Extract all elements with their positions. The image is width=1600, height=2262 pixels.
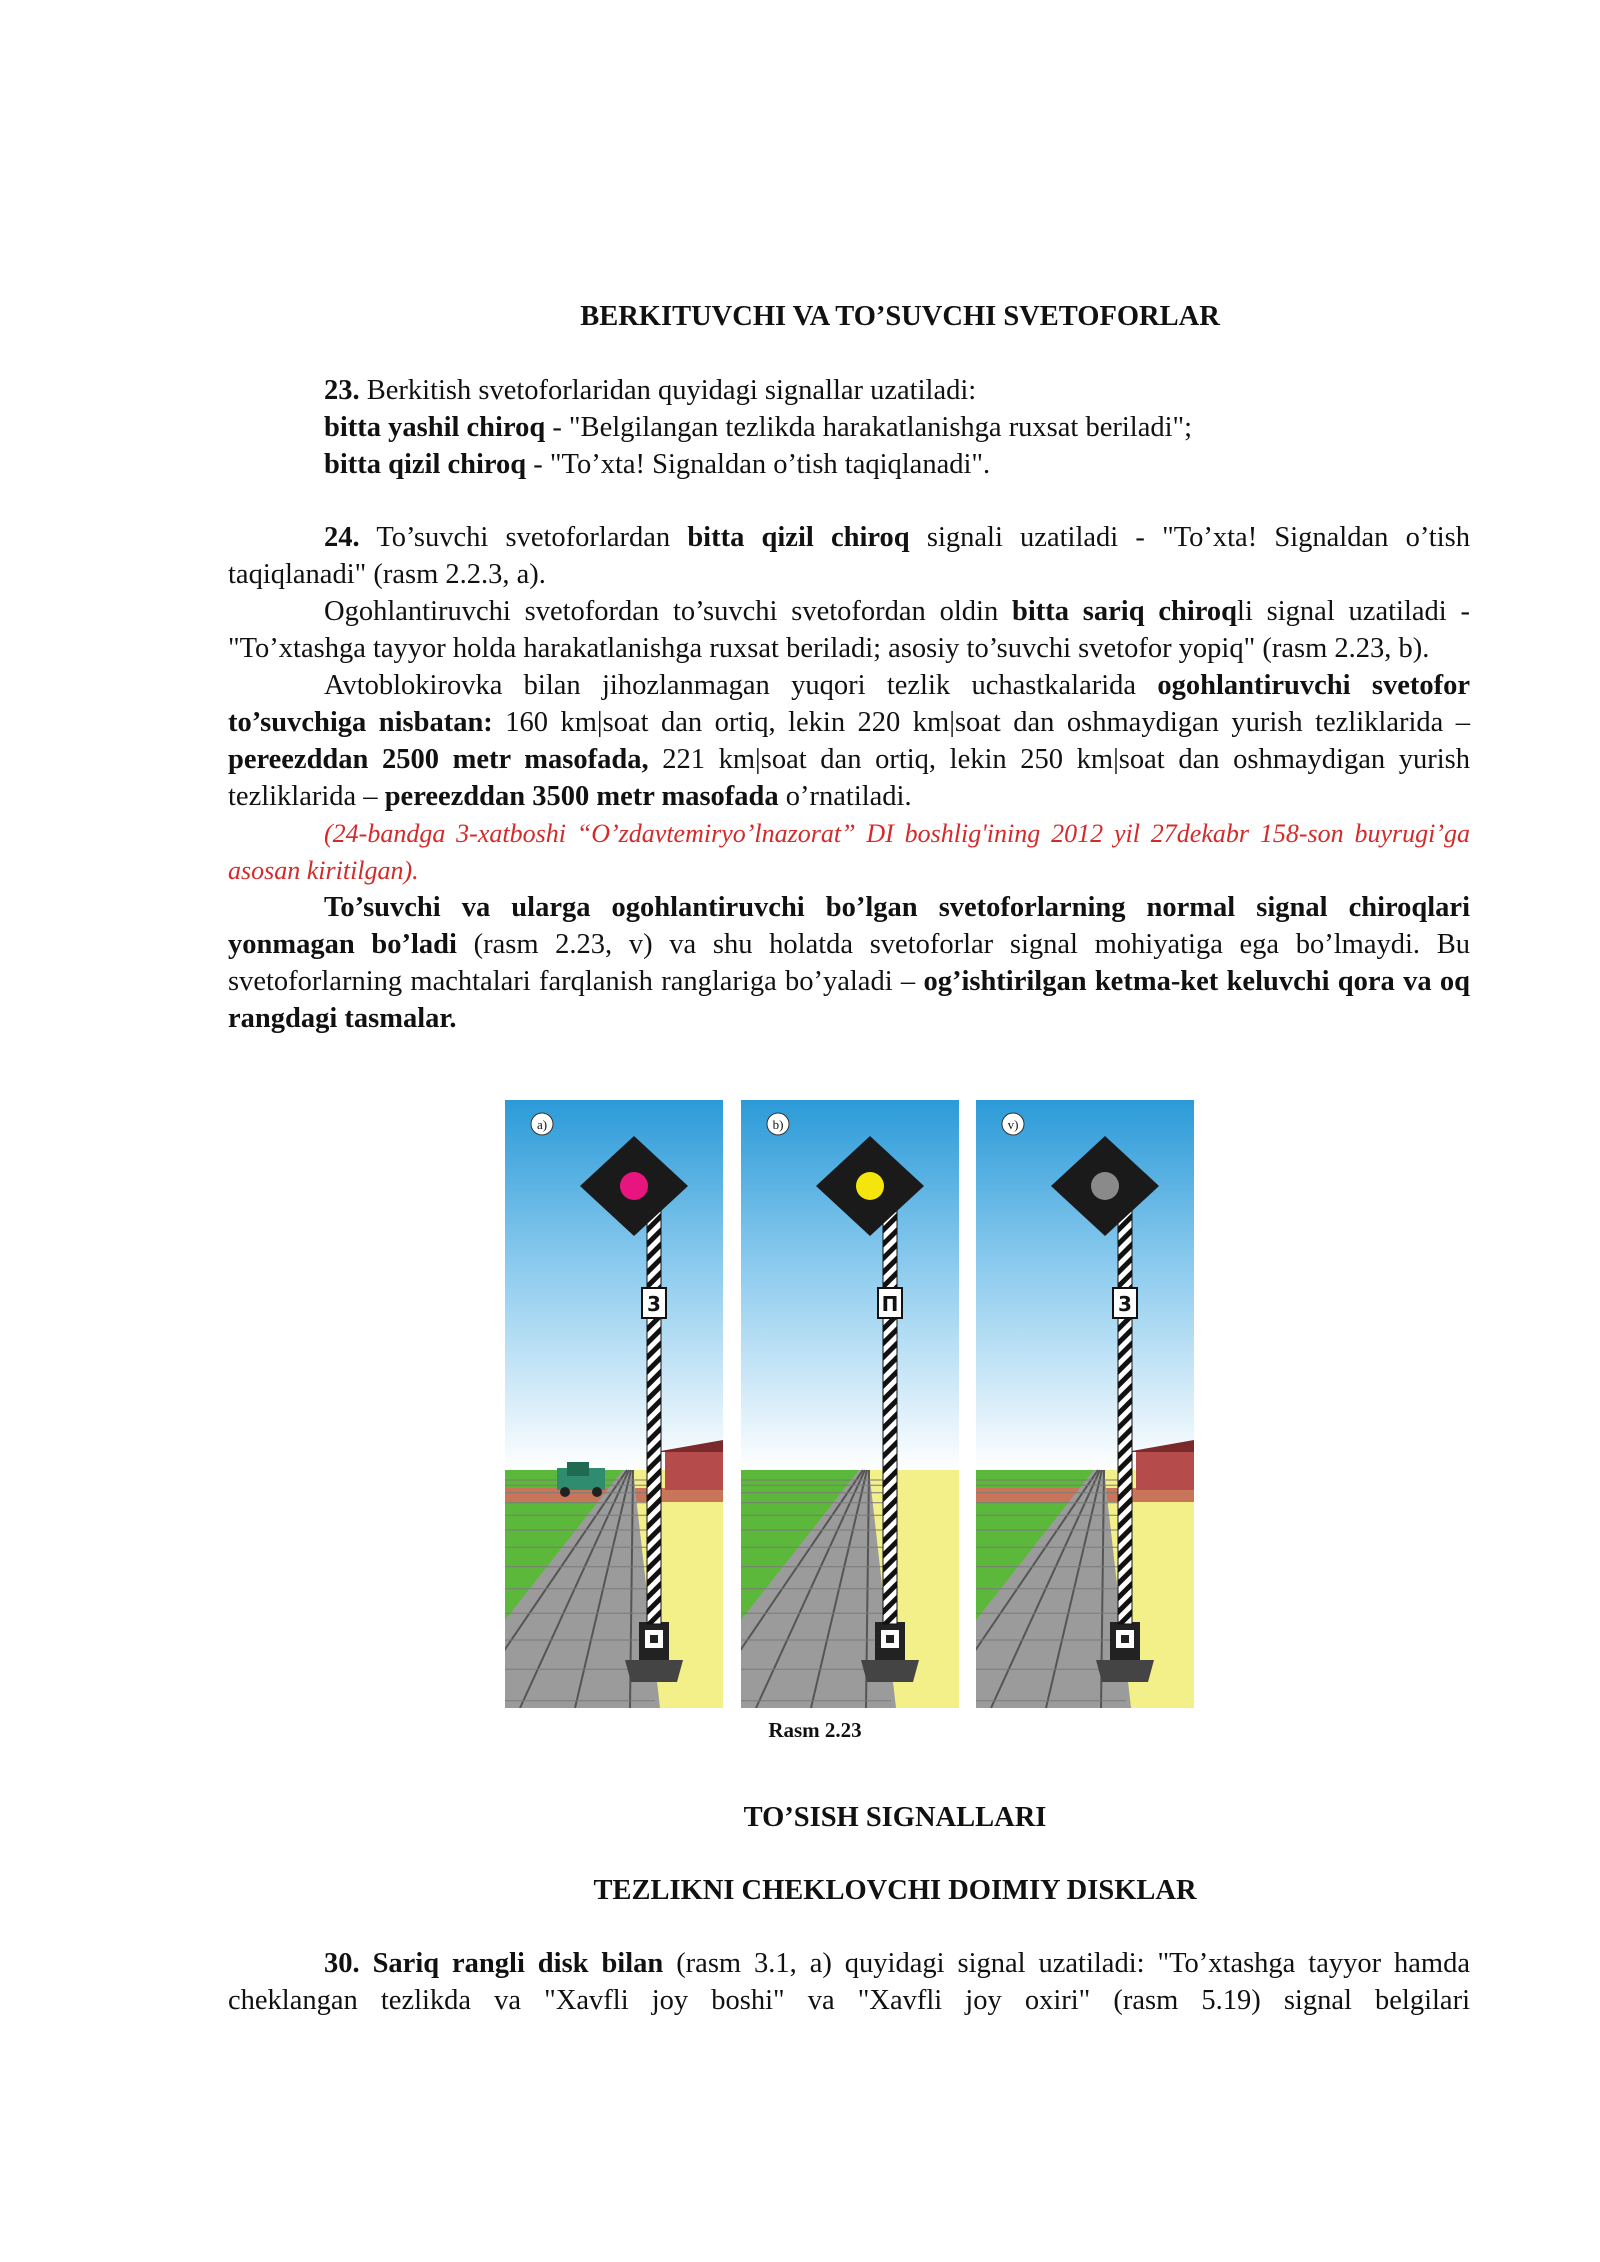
paragraph-text: (rasm 2.23, v) va shu holatda svetoforlar signal mohiyatiga ega bo’lmaydi. Bu svetoforlarning machtalari farqlanish ranglariga bo’yaladi – (228, 929, 1470, 997)
paragraph-number: 30. (324, 1948, 360, 1979)
paragraph-text: 221 km|soat dan ortiq, lekin 250 km|soat dan oshmaydigan yurish tezliklarida – (228, 744, 1470, 812)
mast-plate-label: 3 (1118, 1292, 1132, 1316)
truck-wheel (560, 1487, 570, 1497)
paragraph-text: Ogohlantiruvchi svetofordan to’suvchi svetofordan oldin (324, 596, 1012, 627)
signal-box-mark-inner (886, 1635, 894, 1643)
paragraph-text: (rasm 3.1, a) quyidagi signal uzatiladi: "To’xtashga tayyor hamda cheklangan tezlikda va "Xavfli joy boshi" va "Xavfli joy oxiri" (rasm 5.19) signal belgilari (228, 1948, 1470, 2016)
signal-base (861, 1660, 919, 1682)
truck-cab (567, 1462, 589, 1476)
signal-term: Sariq rangli disk bilan (359, 1948, 664, 1979)
paragraph-text: Avtoblokirovka bilan jihozlanmagan yuqori tezlik uchastkalarida (324, 670, 1158, 701)
building (1136, 1450, 1194, 1490)
figure-caption: Rasm 2.23 (768, 1718, 862, 1742)
paragraph-text: 160 km|soat dan ortiq, lekin 220 km|soat dan oshmaydigan yurish tezliklarida – (492, 707, 1470, 738)
signal-lamp (856, 1172, 884, 1200)
signal-term: bitta qizil chiroq (324, 449, 527, 480)
signal-illustration (976, 1100, 1194, 1708)
panel-label: b) (772, 1117, 784, 1132)
signal-box-mark-inner (650, 1635, 658, 1643)
signal-term: bitta sariq chiroq (1012, 596, 1238, 627)
figure-panel-b (741, 1100, 959, 1708)
signal-meaning: - "To’xta! Signaldan o’tish taqiqlanadi". (526, 449, 991, 480)
paragraph-text: signali uzatiladi - "To’xta! Signaldan o’tish taqiqlanadi" (rasm 2.2.3, a). (228, 522, 1470, 590)
paragraph-30 (228, 1945, 1470, 2019)
paragraph-number: 24. (324, 522, 360, 553)
truck-wheel (592, 1487, 602, 1497)
signal-term: bitta qizil chiroq (687, 522, 910, 553)
signal-lamp (1091, 1172, 1119, 1200)
signal-term: bitta yashil chiroq (324, 412, 546, 443)
signal-base (625, 1660, 683, 1682)
section-heading: TO’SISH SIGNALLARI (743, 1802, 1047, 1833)
paragraph-text: li signal uzatiladi - "To’xtashga tayyor holda harakatlanishga ruxsat beriladi; asosiy to’suvchi svetofor yopiq" (rasm 2.23, b). (228, 596, 1470, 664)
figure-panel-v (976, 1100, 1194, 1708)
signal-term: pereezddan 2500 metr masofada, (228, 744, 649, 775)
paragraph-number: 23. (324, 375, 360, 406)
panel-label: a) (536, 1117, 548, 1132)
mast-plate-label: 3 (647, 1292, 661, 1316)
building (665, 1450, 723, 1490)
paragraph-text: To’suvchi svetoforlardan (359, 522, 688, 553)
section-heading: TEZLIKNI CHEKLOVCHI DOIMIY DISKLAR (593, 1875, 1197, 1906)
figure-rasm-2-23 (505, 1100, 1195, 1710)
mast-plate-label: П (881, 1292, 899, 1316)
signal-base (1096, 1660, 1154, 1682)
striped-mast (647, 1200, 661, 1624)
striped-mast (1118, 1200, 1132, 1624)
signal-term: To’suvchi va ularga ogohlantiruvchi bo’lgan svetoforlarning normal signal chiroqlari yonmagan bo’ladi (228, 892, 1470, 960)
amendment-note: (24-bandga 3-xatboshi “O’zdavtemiryo’lnazorat” DI boshlig'ining 2012 yil 27dekabr 158-son buyrugi’ga asosan kiritilgan). (228, 819, 1470, 885)
signal-meaning: - "Belgilangan tezlikda harakatlanishga ruxsat beriladi"; (545, 412, 1193, 443)
paragraph-text: Berkitish svetoforlaridan quyidagi signallar uzatiladi: (359, 375, 977, 406)
page-title: BERKITUVCHI VA TO’SUVCHI SVETOFORLAR (580, 301, 1220, 332)
signal-illustration (741, 1100, 959, 1708)
signal-term: pereezddan 3500 metr masofada (384, 781, 779, 812)
paragraph-23 (228, 372, 1470, 483)
signal-lamp (620, 1172, 648, 1200)
signal-box-mark-inner (1121, 1635, 1129, 1643)
figure-panel-a (505, 1100, 723, 1708)
paragraph-text: o’rnatiladi. (778, 781, 912, 812)
panel-label: v) (1007, 1117, 1019, 1132)
signal-term: og’ishtirilgan ketma-ket keluvchi qora va oq rangdagi tasmalar. (228, 966, 1470, 1034)
striped-mast (883, 1200, 897, 1624)
paragraph-24 (228, 519, 1470, 1037)
signal-illustration (505, 1100, 723, 1708)
signal-term: ogohlantiruvchi svetofor to’suvchiga nisbatan: (228, 670, 1470, 738)
